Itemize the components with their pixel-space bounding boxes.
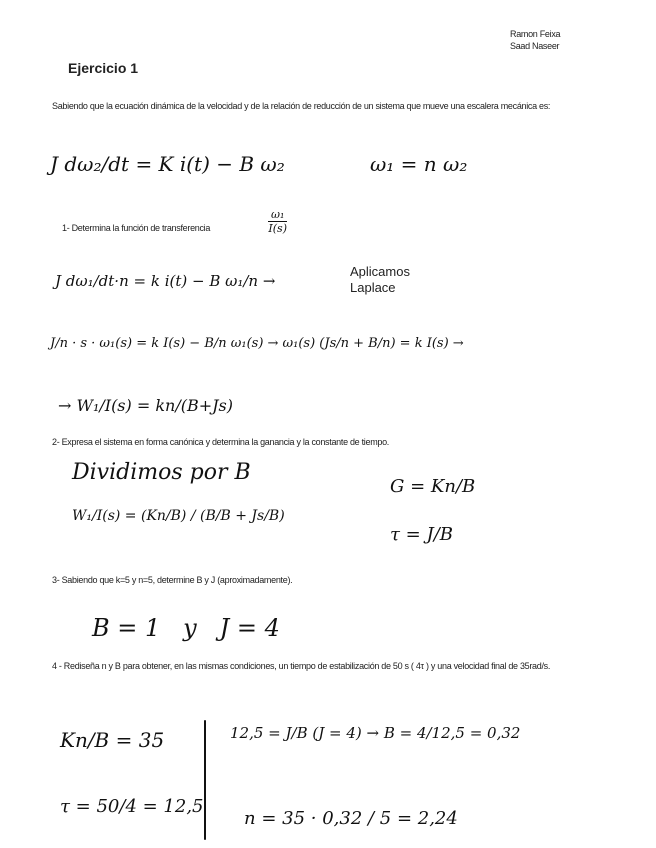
- gain: G = Kn/B: [390, 476, 476, 497]
- canonical-form: W₁/I(s) = (Kn/B) / (B/B + Js/B): [72, 508, 285, 524]
- divider-bracket: [204, 720, 206, 840]
- note-line: Laplace: [350, 280, 396, 295]
- q4-b-equation: 12,5 = J/B (J = 4) → B = 4/12,5 = 0,32: [230, 724, 521, 742]
- question-4: 4 - Rediseña n y B para obtener, en las mismas condiciones, un tiempo de estabilización de 50 s ( 4τ ) y una velocidad final de 35rad/s.: [52, 661, 551, 671]
- main-equation: J dω₂/dt = K i(t) − B ω₂: [50, 152, 285, 176]
- laplace-note: [350, 264, 410, 296]
- note-line: Aplicamos: [350, 264, 410, 279]
- author-1: Ramon Feixa: [510, 29, 561, 39]
- time-constant: τ = J/B: [390, 524, 453, 545]
- fraction-denominator: I(s): [268, 222, 287, 235]
- ratio-equation: ω₁ = n ω₂: [370, 152, 468, 176]
- q4-n-equation: n = 35 · 0,32 / 5 = 2,24: [244, 808, 458, 829]
- step-2: J/n · s · ω₁(s) = k I(s) − B/n ω₁(s) → ω₁(s) (Js/n + B/n) = k I(s) →: [50, 336, 464, 351]
- step-1: J dω₁/dt·n = k i(t) − B ω₁/n →: [55, 272, 276, 290]
- fraction-numerator: ω₁: [268, 208, 287, 222]
- page-title: Ejercicio 1: [68, 60, 139, 76]
- q4-gain-equation: Kn/B = 35: [60, 728, 165, 752]
- q3-answer: B = 1 y J = 4: [92, 614, 280, 642]
- question-1: 1- Determina la función de transferencia: [62, 223, 211, 233]
- step-3: → W₁/I(s) = kn/(B+Js): [58, 396, 233, 415]
- divide-note: Dividimos por B: [72, 460, 251, 485]
- q1-fraction: [268, 208, 287, 235]
- question-2: 2- Expresa el sistema en forma canónica y determina la ganancia y la constante de tiempo.: [52, 437, 389, 447]
- q4-tau-equation: τ = 50/4 = 12,5: [60, 796, 204, 817]
- question-3: 3- Sabiendo que k=5 y n=5, determine B y J (aproximadamente).: [52, 575, 293, 585]
- intro-text: Sabiendo que la ecuación dinámica de la velocidad y de la relación de reducción de un sistema que mueve una escalera mecánica es:: [52, 101, 551, 111]
- author-2: Saad Naseer: [510, 41, 560, 51]
